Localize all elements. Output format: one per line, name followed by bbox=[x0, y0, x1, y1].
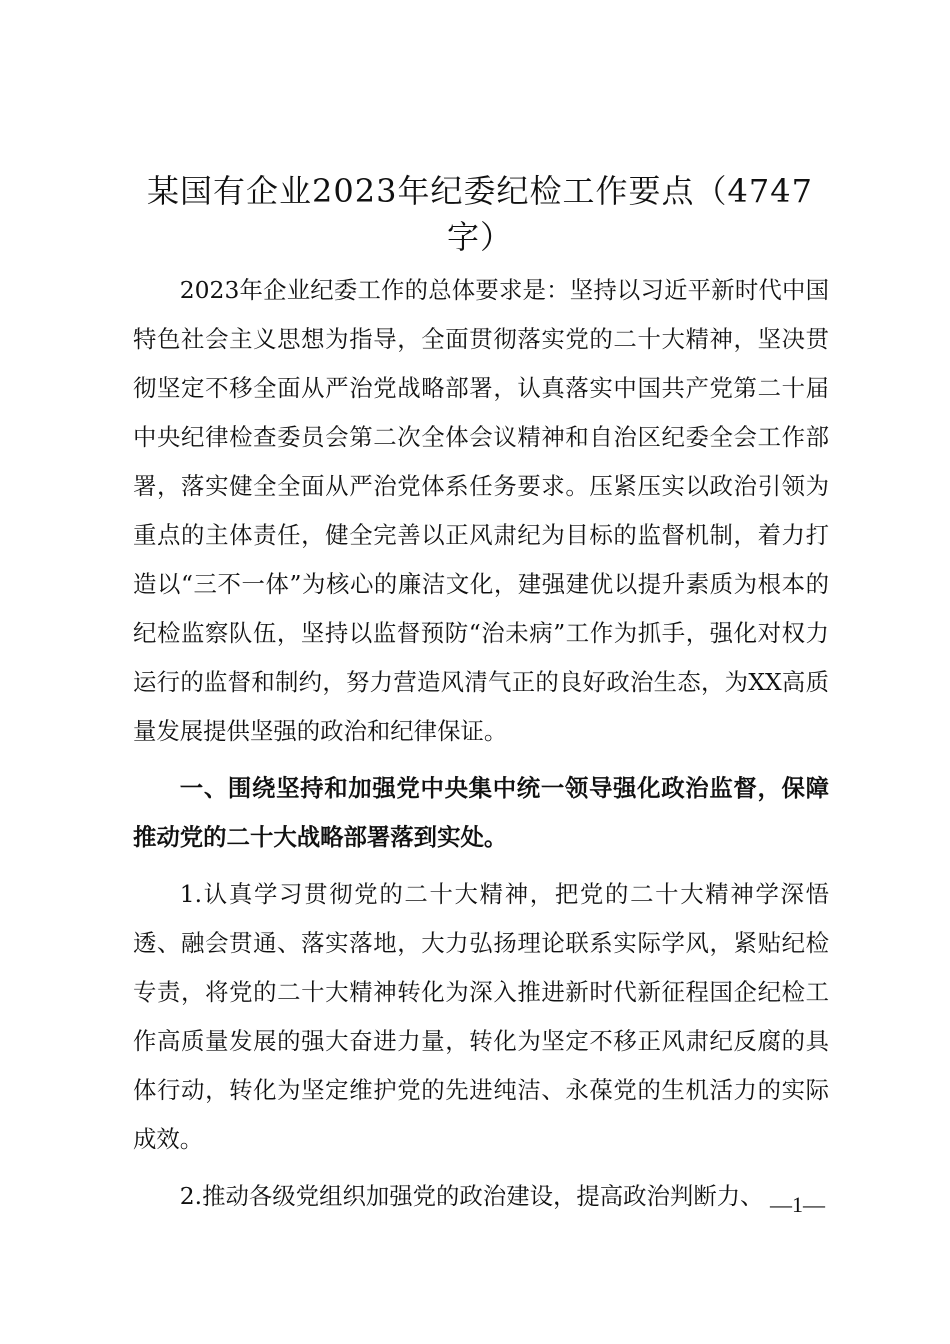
list-item-2: 2.推动各级党组织加强党的政治建设，提高政治判断力、 bbox=[179, 1182, 764, 1210]
document-body bbox=[133, 266, 829, 1221]
section-heading-1: 一、围绕坚持和加强党中央集中统一领导强化政治监督，保障推动党的二十大战略部署落到实处。 bbox=[133, 774, 829, 851]
page-number: —1— bbox=[770, 1192, 825, 1217]
intro-paragraph: 2023年企业纪委工作的总体要求是：坚持以习近平新时代中国特色社会主义思想为指导，全面贯彻落实党的二十大精神，坚决贯彻坚定不移全面从严治党战略部署，认真落实中国共产党第二十届中央纪律检查委员会第二次全体会议精神和自治区纪委全会工作部署，落实健全全面从严治党体系任务要求。压紧压实以政治引领为重点的主体责任，健全完善以正风肃纪为目标的监督机制，着力打造以“三不一体”为核心的廉洁文化，建强建优以提升素质为根本的纪检监察队伍，坚持以监督预防“治未病”工作为抓手，强化对权力运行的监督和制约，努力营造风清气正的良好政治生态，为XX高质量发展提供坚强的政治和纪律保证。 bbox=[133, 276, 829, 745]
list-item-1: 1.认真学习贯彻党的二十大精神，把党的二十大精神学深悟透、融会贯通、落实落地，大力弘扬理论联系实际学风，紧贴纪检专责，将党的二十大精神转化为深入推进新时代新征程国企纪检工作高质量发展的强大奋进力量，转化为坚定不移正风肃纪反腐的具体行动，转化为坚定维护党的先进纯洁、永葆党的生机活力的实际成效。 bbox=[133, 880, 829, 1153]
document-title: 某国有企业2023年纪委纪检工作要点（4747字） bbox=[147, 172, 813, 256]
